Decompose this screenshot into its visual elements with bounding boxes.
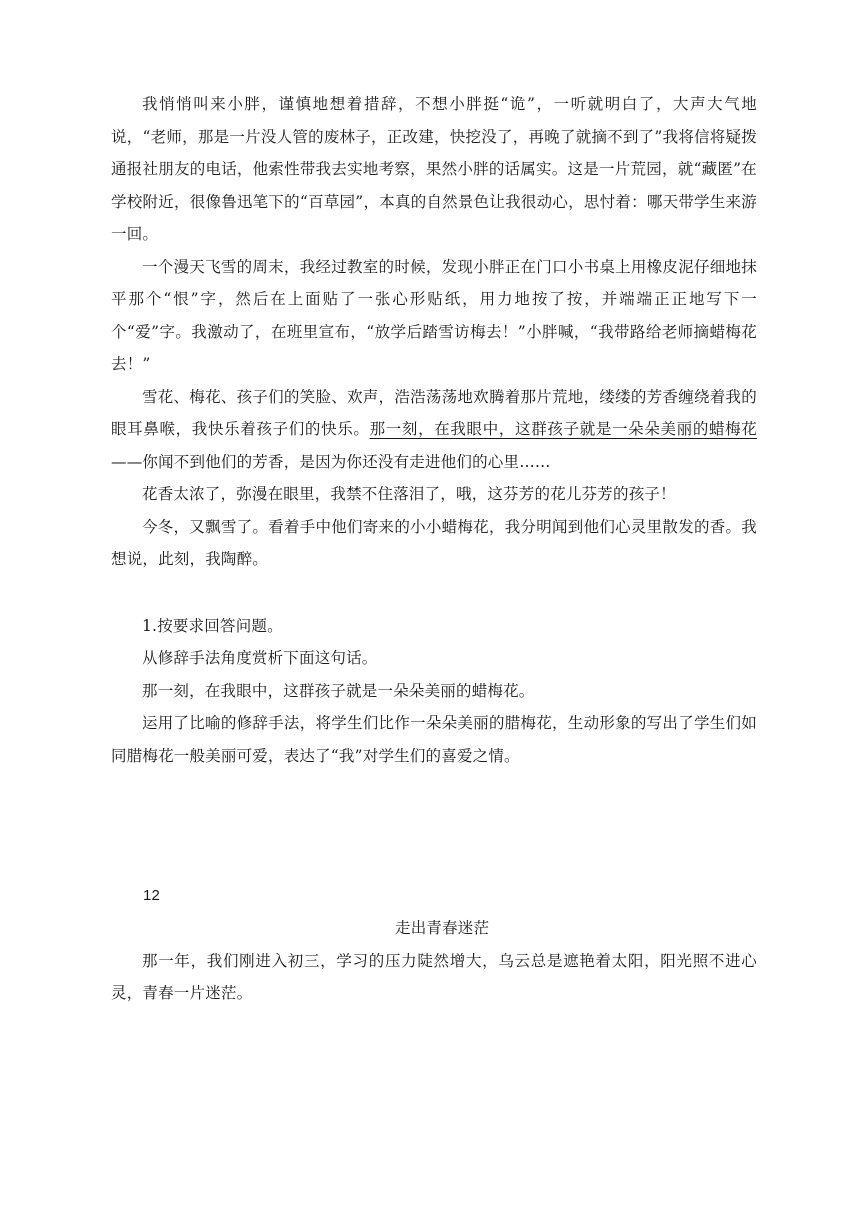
passage1-paragraph-4: 花香太浓了，弥漫在眼里，我禁不住落泪了，哦，这芬芳的花儿芬芳的孩子！	[142, 485, 676, 503]
passage1-paragraph-1: 我悄悄叫来小胖，谨慎地想着措辞，不想小胖挺“诡”，一听就明白了，大声大气地说，“老师，那是一片没人管的废林子，正改建，快挖没了，再晚了就摘不到了”我将信将疑拨通报社朋友的电话，他索性带我去实地考察，果然小胖的话属实。这是一片荒园，就“藏匿”在学校附近，很像鲁迅笔下的“百草园”，本真的自然景色让我很动心，思忖着：哪天带学生来游一回。	[111, 95, 757, 243]
passage2-paragraph-1: 那一年，我们刚进入初三，学习的压力陡然增大，乌云总是遮艳着太阳，阳光照不进心灵，青春一片迷茫。	[111, 951, 757, 1002]
question-heading: 1.按要求回答问题。	[142, 616, 283, 635]
question-instruction: 从修辞手法角度赏析下面这句话。	[142, 649, 378, 667]
passage2-title: 走出青春迷茫	[395, 919, 490, 937]
question-answer: 运用了比喻的修辞手法，将学生们比作一朵朵美丽的腊梅花，生动形象的写出了学生们如同腊梅花一般美丽可爱，表达了“我”对学生们的喜爱之情。	[111, 714, 757, 765]
document-page	[111, 88, 757, 1010]
passage1-p3-after: ——你闻不到他们的芳香，是因为你还没有走进他们的心里……	[111, 452, 551, 471]
passage1-paragraph-3	[111, 381, 757, 479]
question-sentence: 那一刻，在我眼中，这群孩子就是一朵朵美丽的蜡梅花。	[142, 681, 535, 700]
passage1-p3-before: 雪花、梅花、孩子们的笑脸、欢声，浩浩荡荡地欢腾着那片荒地，缕缕的芳香缠绕着我的眼耳鼻喉，我快乐着孩子们的快乐。	[111, 387, 757, 438]
underlined-sentence: 那一刻，在我眼中，这群孩子就是一朵朵美丽的蜡梅花	[369, 420, 758, 438]
passage1-paragraph-2: 一个漫天飞雪的周末，我经过教室的时候，发现小胖正在门口小书桌上用橡皮泥仔细地抹平那个“恨”字，然后在上面贴了一张心形贴纸，用力地按了按，并端端正正地写下一个“爱”字。我激动了，在班里宣布，“放学后踏雪访梅去！”小胖喊，“我带路给老师摘蜡梅花去！”	[111, 257, 757, 373]
passage2-number: 12	[143, 887, 161, 904]
passage1-paragraph-5: 今冬，又飘雪了。看着手中他们寄来的小小蜡梅花，我分明闻到他们心灵里散发的香。我想说，此刻，我陶醉。	[111, 517, 757, 568]
